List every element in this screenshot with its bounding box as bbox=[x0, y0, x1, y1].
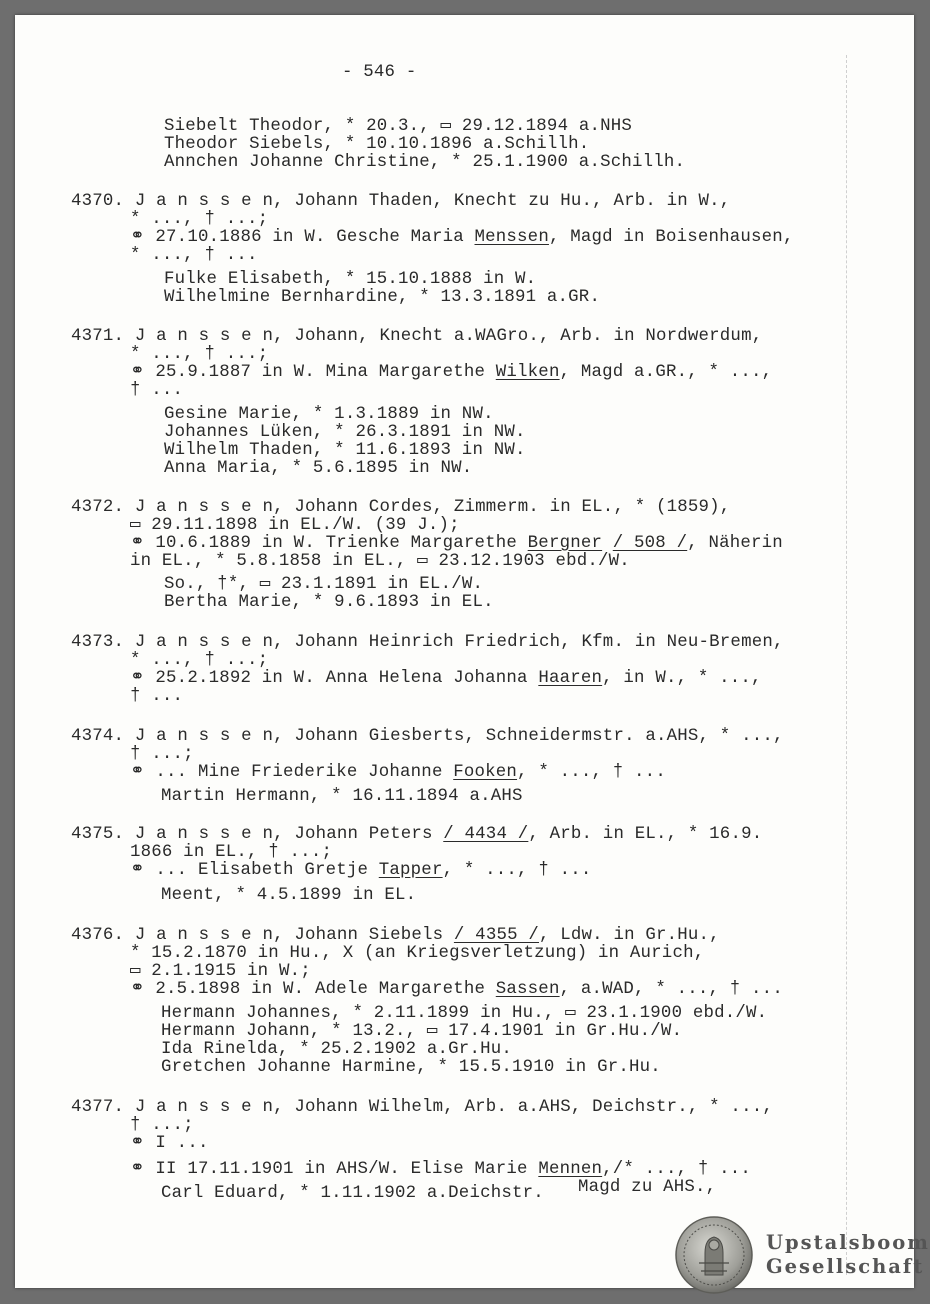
line-text: , Näherin bbox=[687, 534, 783, 553]
underlined-name: Mennen bbox=[538, 1160, 603, 1179]
underlined-ref: / 508 / bbox=[612, 534, 688, 553]
line-text: ⚭ 2.5.1898 in W. Adele Margarethe bbox=[130, 980, 496, 999]
underlined-name: Bergner bbox=[527, 534, 603, 553]
line-text: , Ldw. in Gr.Hu., bbox=[539, 926, 720, 945]
text-line bbox=[130, 229, 794, 247]
text-line: in EL., * 5.8.1858 in EL., ▭ 23.12.1903 ebd./W. bbox=[130, 552, 630, 571]
text-line: Johannes Lüken, * 26.3.1891 in NW. bbox=[164, 423, 526, 442]
line-text bbox=[602, 534, 613, 553]
underlined-name: Menssen bbox=[474, 228, 549, 247]
underlined-name: / 4434 / bbox=[443, 825, 529, 844]
text-line bbox=[130, 1161, 751, 1179]
line-text: , * ..., † ... bbox=[442, 861, 592, 880]
text-line: So., †*, ▭ 23.1.1891 in EL./W. bbox=[164, 575, 484, 594]
text-line bbox=[71, 826, 762, 844]
text-line bbox=[130, 764, 666, 782]
underlined-name: / 4355 / bbox=[453, 926, 539, 945]
page-number: - 546 - bbox=[342, 63, 417, 82]
text-line: Hermann Johann, * 13.2., ▭ 17.4.1901 in Gr.Hu./W. bbox=[161, 1022, 683, 1041]
text-line: Martin Hermann, * 16.11.1894 a.AHS bbox=[161, 787, 523, 806]
line-text: , a.WAD, * ..., † ... bbox=[559, 980, 783, 999]
text-line: 1866 in EL., † ...; bbox=[130, 843, 333, 862]
text-line: ▭ 2.1.1915 in W.; bbox=[130, 962, 311, 981]
line-text: ⚭ 25.2.1892 in W. Anna Helena Johanna bbox=[130, 669, 539, 688]
underlined-name: Tapper bbox=[378, 861, 443, 880]
text-line: Carl Eduard, * 1.11.1902 a.Deichstr. bbox=[161, 1184, 544, 1203]
underlined-name: Haaren bbox=[538, 669, 603, 688]
text-line: 4377. J a n s s e n, Johann Wilhelm, Arb. a.AHS, Deichstr., * ..., bbox=[71, 1098, 773, 1117]
line-text: ⚭ ... Elisabeth Gretje bbox=[130, 861, 379, 880]
text-line: Wilhelm Thaden, * 11.6.1893 in NW. bbox=[164, 441, 526, 460]
text-line: Anna Maria, * 5.6.1895 in NW. bbox=[164, 459, 473, 478]
text-line bbox=[71, 927, 720, 945]
text-line: * 15.2.1870 in Hu., X (an Kriegsverletzung) in Aurich, bbox=[130, 944, 705, 963]
text-line: 4374. J a n s s e n, Johann Giesberts, Schneidermstr. a.AHS, * ..., bbox=[71, 727, 784, 746]
underlined-name: Fooken bbox=[453, 763, 518, 782]
line-text: ⚭ II 17.11.1901 in AHS/W. Elise Marie bbox=[130, 1160, 539, 1179]
text-line: Bertha Marie, * 9.6.1893 in EL. bbox=[164, 593, 494, 612]
text-line: Siebelt Theodor, * 20.3., ▭ 29.12.1894 a.NHS bbox=[164, 117, 633, 136]
text-line: † ...; bbox=[130, 745, 194, 764]
text-line bbox=[130, 670, 762, 688]
document-page bbox=[15, 15, 930, 1288]
text-line: * ..., † ...; bbox=[130, 345, 269, 364]
line-text: , Magd in Boisenhausen, bbox=[548, 228, 794, 247]
text-line: Gretchen Johanne Harmine, * 15.5.1910 in Gr.Hu. bbox=[161, 1058, 661, 1077]
line-text: , Arb. in EL., * 16.9. bbox=[528, 825, 763, 844]
text-line: † ... bbox=[130, 381, 184, 400]
line-text: ⚭ 27.10.1886 in W. Gesche Maria bbox=[130, 228, 475, 247]
line-text: ⚭ 25.9.1887 in W. Mina Margarethe bbox=[130, 363, 496, 382]
line-text: ,/* ..., † ... bbox=[602, 1160, 752, 1179]
line-text: ⚭ 10.6.1889 in W. Trienke Margarethe bbox=[130, 534, 528, 553]
watermark-line1: Upstalsboom bbox=[766, 1231, 930, 1254]
text-line: Wilhelmine Bernhardine, * 13.3.1891 a.GR. bbox=[164, 288, 601, 307]
line-text: , Magd a.GR., * ..., bbox=[559, 363, 773, 382]
text-line: ▭ 29.11.1898 in EL./W. (39 J.); bbox=[130, 516, 460, 535]
text-line: Fulke Elisabeth, * 15.10.1888 in W. bbox=[164, 270, 537, 289]
text-line: * ..., † ... bbox=[130, 246, 258, 265]
text-line: ⚭ I ... bbox=[130, 1134, 209, 1153]
text-line: Magd zu AHS., bbox=[578, 1178, 717, 1197]
watermark-line2: Gesellschaft bbox=[766, 1255, 925, 1278]
text-line: Annchen Johanne Christine, * 25.1.1900 a.Schillh. bbox=[164, 153, 686, 172]
text-line: 4371. J a n s s e n, Johann, Knecht a.WAGro., Arb. in Nordwerdum, bbox=[71, 327, 763, 346]
text-line: 4372. J a n s s e n, Johann Cordes, Zimmerm. in EL., * (1859), bbox=[71, 498, 731, 517]
line-text: ⚭ ... Mine Friederike Johanne bbox=[130, 763, 454, 782]
line-text: , in W., * ..., bbox=[602, 669, 762, 688]
text-line bbox=[130, 862, 592, 880]
text-line: Gesine Marie, * 1.3.1889 in NW. bbox=[164, 405, 494, 424]
text-line: * ..., † ...; bbox=[130, 210, 269, 229]
text-line: 4373. J a n s s e n, Johann Heinrich Friedrich, Kfm. in Neu-Bremen, bbox=[71, 633, 784, 652]
text-line: Hermann Johannes, * 2.11.1899 in Hu., ▭ 23.1.1900 ebd./W. bbox=[161, 1004, 768, 1023]
text-line: Meent, * 4.5.1899 in EL. bbox=[161, 886, 417, 905]
line-text: 4376. J a n s s e n, Johann Siebels bbox=[71, 926, 454, 945]
text-line bbox=[130, 981, 783, 999]
underlined-name: Wilken bbox=[495, 363, 560, 382]
line-text: 4375. J a n s s e n, Johann Peters bbox=[71, 825, 444, 844]
line-text: , * ..., † ... bbox=[517, 763, 666, 782]
margin-line bbox=[846, 55, 848, 1275]
text-line: † ... bbox=[130, 687, 184, 706]
text-line: † ...; bbox=[130, 1116, 194, 1135]
text-line: 4370. J a n s s e n, Johann Thaden, Knecht zu Hu., Arb. in W., bbox=[71, 192, 731, 211]
text-line bbox=[130, 364, 772, 382]
text-line: Ida Rinelda, * 25.2.1902 a.Gr.Hu. bbox=[161, 1040, 512, 1059]
text-line: Theodor Siebels, * 10.10.1896 a.Schillh. bbox=[164, 135, 590, 154]
text-line bbox=[130, 535, 783, 553]
underlined-name: Sassen bbox=[495, 980, 560, 999]
text-line: * ..., † ...; bbox=[130, 651, 269, 670]
watermark-logo bbox=[674, 1215, 930, 1295]
seal-icon bbox=[674, 1215, 760, 1295]
